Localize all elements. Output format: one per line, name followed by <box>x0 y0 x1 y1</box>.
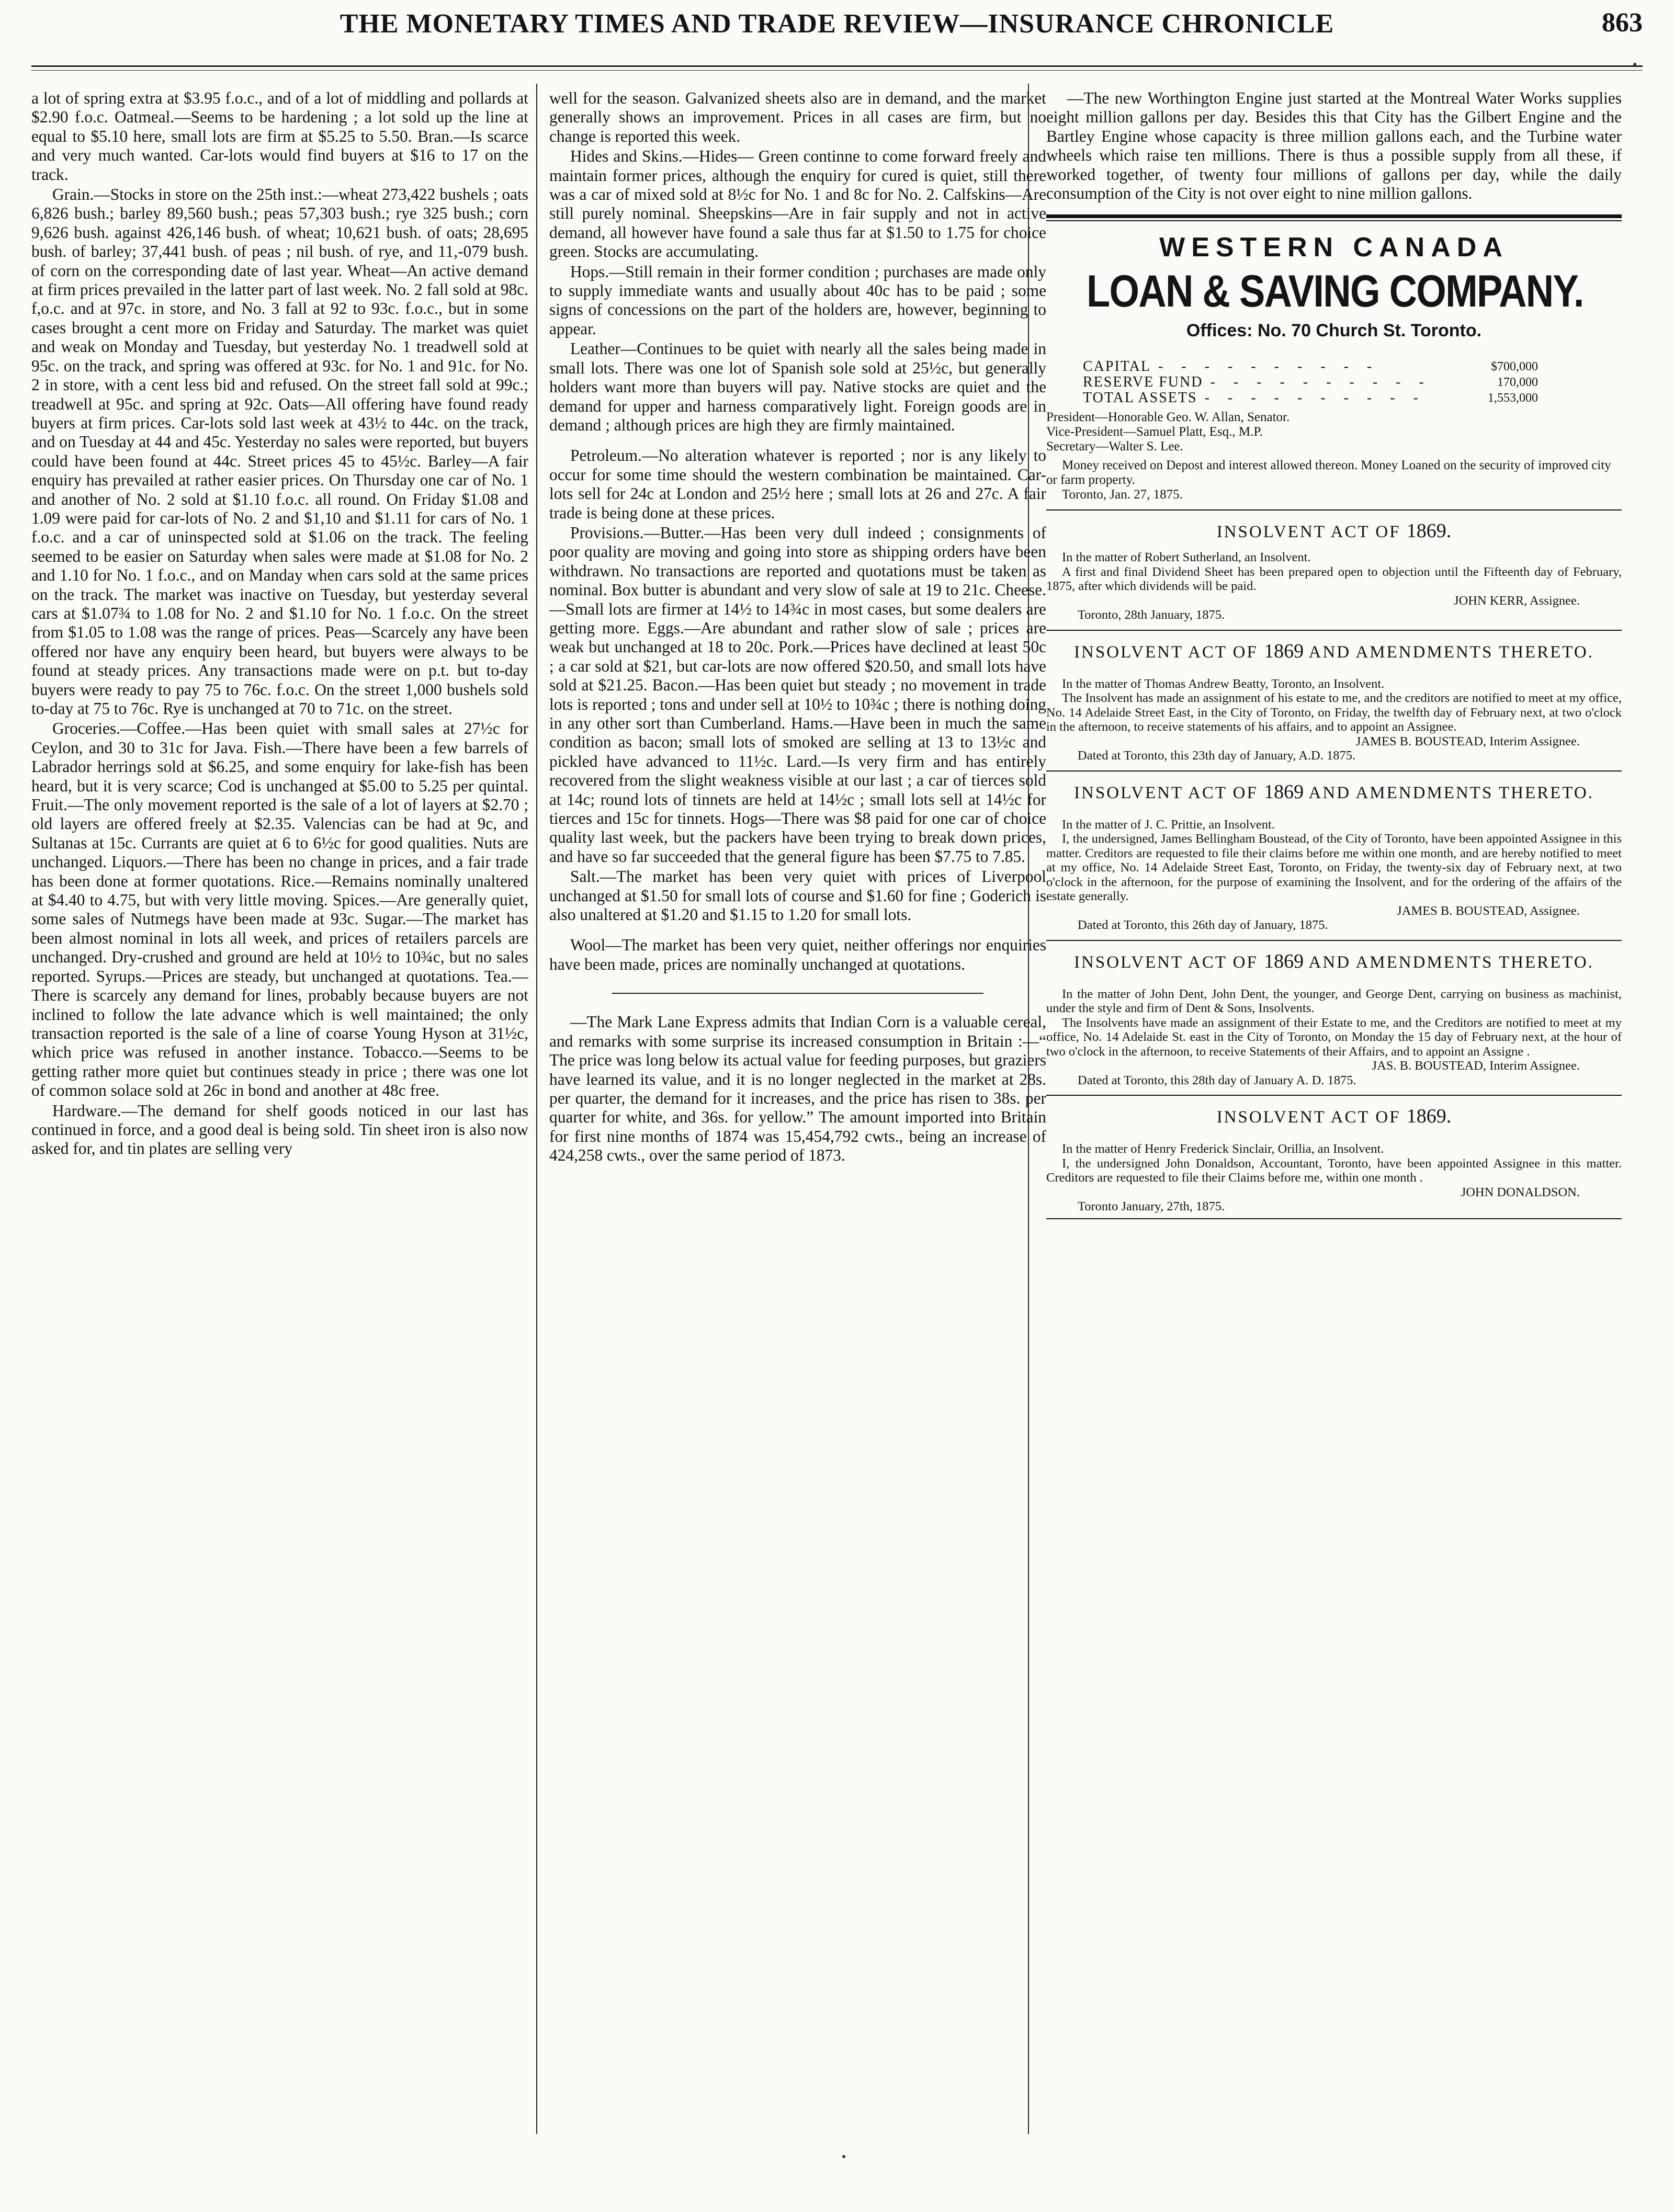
article-paragraph-salt: Salt.—The market has been very quiet with prices of Liverpool unchanged at $1.50 for small lots of course and $1.60 for fine ; Goderich is also unaltered at $1.20 and $1.15 to 1.20 for small lots. <box>549 867 1046 924</box>
market-report-column-2 <box>549 89 1046 2139</box>
insolvent-notice <box>1046 520 1622 622</box>
notice-body: The Insolvents have made an assignment of their Estate to me, and the Creditors are notified to meet at my office, No. 14 Adelaide St. east in the City of Toronto, on Monday the 15 day of February next, at the hour of two o'clock in the afternoon, to receive Statements of their Affairs, and to appoint an Assigne . <box>1046 1015 1622 1059</box>
notice-date: Toronto, 28th January, 1875. <box>1078 608 1225 622</box>
advertisement-column <box>1036 89 1632 2129</box>
notice-date: Toronto January, 27th, 1875. <box>1078 1199 1225 1214</box>
financial-value: 1,553,000 <box>1488 391 1538 405</box>
ad-date: Toronto, Jan. 27, 1875. <box>1062 487 1183 502</box>
notice-matter: In the matter of John Dent, John Dent, the younger, and George Dent, carrying on business as machinist, under the style and firm of Dent & Sons, Insolvents. <box>1046 986 1622 1016</box>
print-speck <box>1633 63 1636 66</box>
financial-row <box>1083 359 1538 375</box>
market-report-column-1 <box>31 89 528 2139</box>
news-item-worthington-engine: —The new Worthington Engine just started at the Montreal Water Works supplies eight million gallons per day. Besides this that City has the Gilbert Engine and the Bartley Engine whose capacity is three million gallons each, and the Turbine water wheels which raise ten millions. There is thus a possible supply from all these, if worked together, of twenty four millions of gallons per day, while the daily consumption of the City is not over eight to nine million gallons. <box>1046 89 1622 203</box>
ad-title: WESTERN CANADA <box>1159 232 1509 263</box>
secretary: Secretary—Walter S. Lee. <box>1046 439 1183 454</box>
page-number: 863 <box>1602 8 1643 38</box>
ad-rule <box>1046 220 1622 221</box>
page-header <box>31 4 1643 39</box>
notice-signature: JAMES B. BOUSTEAD, Interim Assignee. <box>1355 734 1580 748</box>
leader-dots: - - - - - - - - - - <box>1158 359 1379 375</box>
article-paragraph-wool: Wool—The market has been very quiet, neither offerings nor enquiries have been made, prices are nominally unchanged at quotations. <box>549 936 1046 973</box>
header-rule-thin <box>31 70 1643 71</box>
article-paragraph-grain: Grain.—Stocks in store on the 25th inst.:—wheat 273,422 bushels ; oats 6,826 bush.; barley 89,560 bush.; peas 57,303 bush.; rye 325 bush.; corn 9,626 bush. against 426,146 bush. of wheat; 10,621 bush. of oats; 28,695 bush. of barley; 37,441 bush. of peas ; nil bush. of rye, and 11,-079 bush. of corn on the corresponding date of last year. Wheat—An active demand at firm prices prevailed in the latter part of last week. No. 2 fall sold at 98c. f,o.c. and at 97c. in store, and No. 3 fall at 92 to 93c. f.o.c., but in some cases brought a cent more on Friday and Saturday. The market was quiet and weak on Monday and Tuesday, but yesterday No. 1 treadwell sold at 95c. on the track, and spring was offered at 93c. for No. 1 and 91c. for No. 2 in store, with a cent less bid and refused. On the street fall sold at 99c.; treadwell at 95c. and spring at 92c. Oats—All offering have found ready buyers at firm prices. Car-lots sold last week at 43½ to 44c. on the track, and on Tuesday at 44 and 45c. Yesterday no sales were reported, but buyers could have been found at 44c. Street prices 45 to 45½c. Barley—A fair enquiry has prevailed at rather easier prices. On Thursday one car of No. 1 and another of No. 2 sold at $1.10 f.o.c. all round. On Friday $1.08 and 1.09 were paid for car-lots of No. 2 and $1,10 and $1.11 for cars of No. 1 f.o.c. and a car of uninspected sold at $1.06 on the track. The feeling seemed to be easier on Saturday when sales were made at $1.08 for No. 2 and 1.10 for No. 1 f.o.c., and on Manday when cars sold at the same prices on the track. The market was inactive on Tuesday, but yesterday several cars at $1.07¾ to 1.08 for No. 2 and $1.10 for No. 1 f.o.c. On the street from $1.05 to 1.08 was the range of prices. Peas—Scarcely any have been offered nor have any enquiry been heard, but buyers were always to be found at steady prices. Any transactions made were on p.t. but to-day buyers were ready to pay 75 to 76c. f.o.c. On the street 1,000 bushels sold to-day at 75 to 76c. Rye is unchanged at 70 to 71c. on the street. <box>31 185 528 718</box>
notice-signature: JOHN DONALDSON. <box>1461 1185 1580 1199</box>
notice-body: I, the undersigned John Donaldson, Accountant, Toronto, have been appointed Assignee in this matter. Creditors are requested to file their Claims before me, within one month . <box>1046 1156 1622 1185</box>
notice-divider <box>1046 770 1622 772</box>
section-divider <box>612 993 983 994</box>
insolvent-notice <box>1046 950 1622 1088</box>
article-paragraph-indian-corn: —The Mark Lane Express admits that Indian Corn is a valuable cereal, and remarks with some surprise its increased consumption in Britain :—“ The price was long below its actual value for feeding purposes, but graziers have learned its value, and it is no longer neglected in the market at 28s. per quarter, the demand for it increases, and the price has risen to 38s. per quarter for white, and 36s. for yellow.” The amount imported into Britain for first nine months of 1874 was 15,454,792 cwts., being an increase of 424,258 cwts., over the same period of 1873. <box>549 1013 1046 1165</box>
financial-row <box>1083 375 1538 390</box>
company-offices: Offices: No. 70 Church St. Toronto. <box>1186 321 1482 341</box>
notice-matter: In the matter of Robert Sutherland, an Insolvent. <box>1062 550 1311 565</box>
notice-matter: In the matter of J. C. Prittie, an Insolvent. <box>1062 817 1275 832</box>
notice-heading: INSOLVENT ACT OF 1869 AND AMENDMENTS THERETO. <box>1074 780 1594 803</box>
header-rule <box>31 65 1643 67</box>
notice-matter: In the matter of Thomas Andrew Beatty, Toronto, an Insolvent. <box>1062 676 1385 691</box>
article-paragraph-provisions: Provisions.—Butter.—Has been very dull indeed ; consignments of poor quality are moving and going into store as shipping orders have been withdrawn. No transactions are reported and quotations must be taken as nominal. Box butter is abundant and very slow of sale at 19 to 21c. Cheese.—Small lots are firmer at 14½ to 14¾c in most cases, but some dealers are getting more. Eggs.—Are abundant and rather slow of sale ; prices are weak but unchanged at 18 to 20c. Pork.—Prices have declined at least 50c ; a car sold at $21, but car-lots are now offered $20.50, and small lots have sold at $21.25. Bacon.—Has been quiet but steady ; no movement in trade lots is reported ; tons and under sell at 10½ to 10¾c ; there is nothing doing in any other sort than Cumberland. Hams.—Have been in much the same condition as bacon; small lots of smoked are selling at 13 to 13½c and pickled have advanced to 11½c. Lard.—Is very firm and has entirely recovered from the slight weakness visible at our last ; a car of tierces sold at 14c; round lots of tinnets are held at 14½c ; small lots sell at 14½c for tierces and 15c for tinnets. Hogs—There was $8 paid for one car of choice quality last week, but the packers have been trying to break down prices, and have so far succeeded that the general figure has been $7.75 to 7.85. <box>549 523 1046 866</box>
print-speck <box>842 2155 845 2158</box>
article-paragraph: well for the season. Galvanized sheets also are in demand, and the market generally shows an improvement. Prices in all cases are firm, but no change is reported this week. <box>549 89 1046 145</box>
notice-divider <box>1046 630 1622 631</box>
publication-title: THE MONETARY TIMES AND TRADE REVIEW—INSURANCE CHRONICLE <box>340 9 1334 39</box>
leader-dots: - - - - - - - - - - <box>1204 390 1426 406</box>
notice-divider <box>1046 509 1622 511</box>
notice-heading: INSOLVENT ACT OF 1869. <box>1216 1105 1452 1128</box>
article-paragraph-groceries: Groceries.—Coffee.—Has been quiet with small sales at 27½c for Ceylon, and 30 to 31c for Java. Fish.—There have been a few barrels of Labrador herrings sold at $6.25, and some enquiry for lake-fish has been heard, but it is very scarce; Cod is unchanged at $5.00 to 5.25 per quintal. Fruit.—The only movement reported is the sale of a lot of layers at $2.70 ; old layers are offered freely at $2.35. Valencias can be had at 9c, and Sultanas at 15c. Currants are quiet at 6 to 6½c for good qualities. Nuts are unchanged. Liquors.—There has been no change in prices, and a fair trade has been done at former quotations. Rice.—Remains nominally unaltered at $4.40 to 4.75, but with very little moving. Spices.—Are generally quiet, some sales of Nutmegs have been made at 93c. Sugar.—The market has been almost nominal in lots all week, and prices of retailers parcels are unchanged. Dry-crushed and ground are held at 10½ to 10¾c, but no sales reported. Syrups.—Prices are steady, but unchanged at quotations. Tea.—There is scarcely any demand for lines, probably because buyers are not inclined to follow the late advance which is well maintained; the only transaction reported is the sale of a line of coarse Young Hyson at 31½c, which price was refused in another instance. Tobacco.—Seems to be getting rather more quiet but continues steady in price ; there was one lot of common solace sold at 26c in bond and another at 48c free. <box>31 719 528 1100</box>
notice-divider <box>1046 940 1622 941</box>
insolvent-notice <box>1046 781 1622 933</box>
notice-signature: JAMES B. BOUSTEAD, Assignee. <box>1397 903 1580 918</box>
vice-president: Vice-President—Samuel Platt, Esq., M.P. <box>1046 425 1263 439</box>
notice-date: Dated at Toronto, this 28th day of January A. D. 1875. <box>1078 1073 1356 1087</box>
notice-divider <box>1046 1218 1622 1219</box>
notice-date: Dated at Toronto, this 23th day of January, A.D. 1875. <box>1078 748 1356 763</box>
notice-body: A first and final Dividend Sheet has been prepared open to objection until the Fifteenth day of February, 1875, after which dividends will be paid. <box>1046 564 1622 594</box>
financial-label: RESERVE FUND <box>1083 374 1203 391</box>
financial-value: $700,000 <box>1491 360 1538 374</box>
notice-heading: INSOLVENT ACT OF 1869 AND AMENDMENTS THERETO. <box>1074 640 1594 662</box>
financial-row <box>1083 390 1538 406</box>
article-paragraph-petroleum: Petroleum.—No alteration whatever is reported ; nor is any likely to occur for some time should the western combination be maintained. Car-lots sell for 24c at London and 25½ here ; small lots at 26 and 27c. A fair trade is being done at these prices. <box>549 446 1046 522</box>
insolvent-notice <box>1046 1105 1622 1214</box>
notice-matter: In the matter of Henry Frederick Sinclair, Orillia, an Insolvent. <box>1062 1142 1384 1156</box>
notice-signature: JOHN KERR, Assignee. <box>1454 593 1580 608</box>
notice-body: I, the undersigned, James Bellingham Boustead, of the City of Toronto, have been appointed Assignee in this matter. Creditors are requested to file their claims before me within one month, and are hereby notified to meet at my office, No. 14 Adelaide Street East, Toronto, on Friday, the twenty-six day of February next, at two o'clock in the afternoon, for the purpose of examining the Insolvent, and for the ordering of the affairs of the estate generally. <box>1046 832 1622 904</box>
financial-label: CAPITAL <box>1083 358 1151 375</box>
notice-heading: INSOLVENT ACT OF 1869 AND AMENDMENTS THERETO. <box>1074 950 1594 972</box>
article-paragraph-hops: Hops.—Still remain in their former condition ; purchases are made only to supply immediate wants and usually about 40c has to be paid ; some signs of concessions on the part of the holders are, however, beginning to appear. <box>549 262 1046 338</box>
column-divider <box>536 84 537 2134</box>
company-name: LOAN & SAVING COMPANY. <box>1087 266 1583 317</box>
article-paragraph: a lot of spring extra at $3.95 f.o.c., and of a lot of middling and pollards at $2.90 f.o.c. Oatmeal.—Seems to be hardening ; a lot sold up the line at equal to $5.10 here, small lots are firm at $5.25 to 5.50. Bran.—Is scarce and very much wanted. Car-lots would find buyers at $16 to 17 on the track. <box>31 89 528 184</box>
president: President—Honorable Geo. W. Allan, Senator. <box>1046 410 1290 425</box>
notice-heading: INSOLVENT ACT OF 1869. <box>1216 520 1452 542</box>
notice-signature: JAS. B. BOUSTEAD, Interim Assignee. <box>1372 1059 1580 1073</box>
ad-rule <box>1046 214 1622 218</box>
article-paragraph-leather: Leather—Continues to be quiet with nearly all the sales being made in small lots. There was one lot of Spanish sole sold at 25½c, but generally holders want more than buyers will pay. Native stocks are quiet and the demand for upper and harness comparatively light. Foreign goods are in demand ; although prices are high they are firmly maintained. <box>549 339 1046 434</box>
notice-body: The Insolvent has made an assignment of his estate to me, and the creditors are notified to meet at my office, No. 14 Adelaide Street East, in the City of Toronto, on Friday, the twelfth day of February next, at two o'clock in the afternoon, to receive statements of his affairs, and to appoint an Assignee. <box>1046 691 1622 734</box>
notice-date: Dated at Toronto, this 26th day of January, 1875. <box>1078 918 1328 933</box>
money-notice: Money received on Depost and interest allowed thereon. Money Loaned on the security of improved city or farm property. <box>1046 458 1611 487</box>
article-paragraph-hides: Hides and Skins.—Hides— Green continne to come forward freely and maintain former prices, although the enquiry for cured is quiet, still there was a car of mixed sold at 8½c for No. 1 and 8c for No. 2. Calfskins—Are still purely nominal. Sheepskins—Are in fair supply and not in active demand, all however have found a sale thus far at $1.50 to 1.75 for choice green. Stocks are accumulating. <box>549 147 1046 261</box>
leader-dots: - - - - - - - - - - <box>1210 375 1431 391</box>
insolvent-notice <box>1046 640 1622 763</box>
notice-divider <box>1046 1095 1622 1096</box>
western-canada-ad <box>1046 214 1622 1219</box>
article-paragraph-hardware: Hardware.—The demand for shelf goods noticed in our last has continued in force, and a good deal is being sold. Tin sheet iron is also now asked for, and tin plates are selling very <box>31 1101 528 1158</box>
financial-label: TOTAL ASSETS <box>1083 390 1197 406</box>
financial-value: 170,000 <box>1497 376 1538 390</box>
